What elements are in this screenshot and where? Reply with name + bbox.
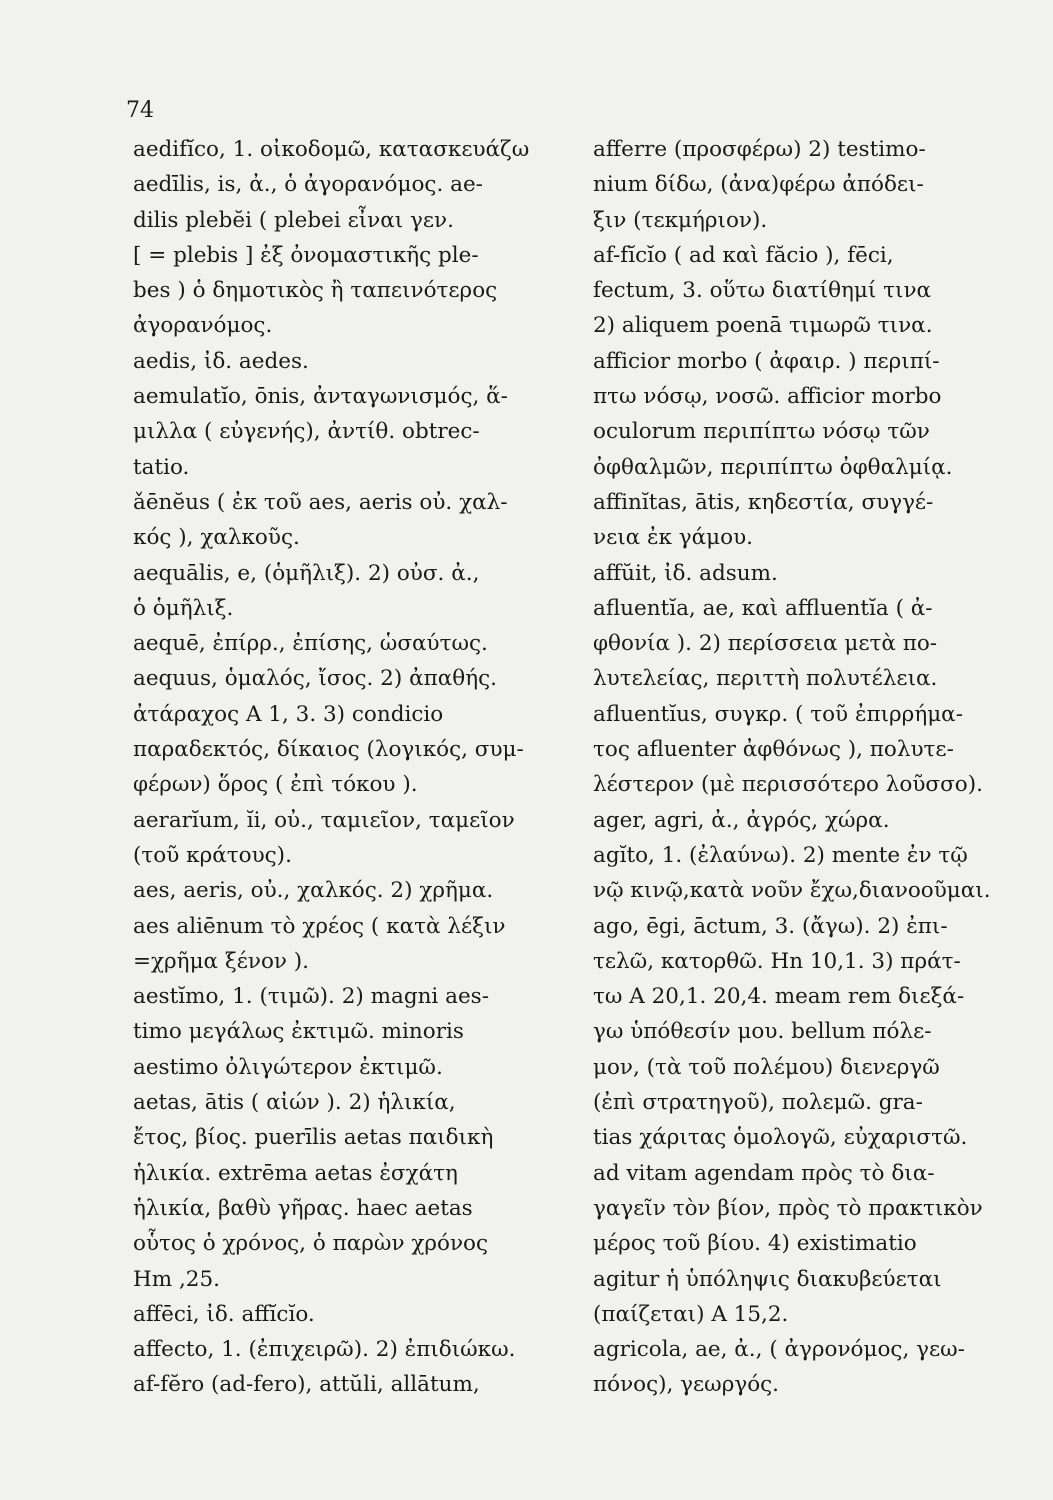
dictionary-line: afluentĭus, συγκρ. ( τοῦ ἐπιρρήμα- bbox=[593, 701, 963, 727]
left-column bbox=[133, 132, 573, 1403]
dictionary-line: aes, aeris, οὐ., χαλκός. 2) χρῆμα. bbox=[133, 878, 494, 904]
dictionary-line: οὗτος ὁ χρόνος, ὁ παρὼν χρόνος bbox=[133, 1231, 489, 1257]
dictionary-line: τελῶ, κατορθῶ. Hn 10,1. 3) πράτ- bbox=[593, 948, 961, 974]
dictionary-line: afficior morbo ( ἀφαιρ. ) περιπί- bbox=[593, 348, 940, 374]
dictionary-line: aemulatĭo, ōnis, ἀνταγωνισμός, ἅ- bbox=[133, 384, 508, 410]
dictionary-line: παραδεκτός, δίκαιος (λογικός, συμ- bbox=[133, 737, 524, 763]
dictionary-line: affecto, 1. (ἐπιχειρῶ). 2) ἐπιδιώκω. bbox=[133, 1337, 516, 1363]
dictionary-line: agricola, ae, ἀ., ( ἀγρονόμος, γεω- bbox=[593, 1337, 965, 1363]
dictionary-line: ἀγορανόμος. bbox=[133, 313, 273, 339]
dictionary-line: μέρος τοῦ βίου. 4) existimatio bbox=[593, 1231, 917, 1257]
dictionary-line: Hm ,25. bbox=[133, 1266, 220, 1292]
dictionary-line: 2) aliquem poenā τιμωρῶ τινα. bbox=[593, 313, 933, 339]
dictionary-line: τω A 20,1. 20,4. meam rem διεξά- bbox=[593, 984, 965, 1010]
dictionary-line: fectum, 3. οὕτω διατίθημί τινα bbox=[593, 278, 932, 304]
dictionary-line: πόνος), γεωργός. bbox=[593, 1372, 780, 1398]
dictionary-line: aerarĭum, ĭi, οὐ., ταμιεῖον, ταμεῖον bbox=[133, 807, 515, 833]
dictionary-line: affinĭtas, ātis, κηδεστία, συγγέ- bbox=[593, 489, 934, 515]
dictionary-line: ὀφθαλμῶν, περιπίπτω ὀφθαλμίᾳ. bbox=[593, 454, 953, 480]
dictionary-line: oculorum περιπίπτω νόσῳ τῶν bbox=[593, 419, 930, 445]
dictionary-line: afferre (προσφέρω) 2) testimo- bbox=[593, 137, 926, 162]
dictionary-line: (ἐπὶ στρατηγοῦ), πολεμῶ. gra- bbox=[593, 1090, 923, 1116]
dictionary-line: =χρῆμα ξένον ). bbox=[133, 948, 310, 974]
dictionary-line: affēci, ἰδ. affĭcĭo. bbox=[133, 1301, 315, 1327]
dictionary-line: aedīlis, is, ἀ., ὁ ἀγορανόμος. ae- bbox=[133, 172, 483, 198]
dictionary-line: timo μεγάλως ἐκτιμῶ. minoris bbox=[133, 1019, 464, 1045]
dictionary-line: νεια ἐκ γάμου. bbox=[593, 525, 753, 551]
dictionary-line: aes aliēnum τὸ χρέος ( κατὰ λέξιν bbox=[133, 913, 506, 939]
dictionary-line: ἡλικία, βαθὺ γῆρας. haec aetas bbox=[133, 1195, 473, 1221]
dictionary-line: (παίζεται) A 15,2. bbox=[593, 1301, 789, 1327]
dictionary-line: τος afluenter ἀφθόνως ), πολυτε- bbox=[593, 737, 954, 763]
dictionary-line: bes ) ὁ δημοτικὸς ἢ ταπεινότερος bbox=[133, 278, 498, 304]
dictionary-line: γαγεῖν τὸν βίον, πρὸς τὸ πρακτικὸν bbox=[593, 1195, 983, 1221]
dictionary-line: aequus, ὁμαλός, ἴσος. 2) ἀπαθής. bbox=[133, 666, 497, 692]
dictionary-line: aedis, ἰδ. aedes. bbox=[133, 348, 309, 374]
dictionary-line: ἡλικία. extrēma aetas ἐσχάτη bbox=[133, 1160, 458, 1186]
dictionary-line: af-fĕro (ad-fero), attŭli, allātum, bbox=[133, 1372, 480, 1398]
dictionary-line: aetas, ātis ( αἰών ). 2) ἡλικία, bbox=[133, 1090, 456, 1116]
dictionary-line: νῷ κινῷ,κατὰ νοῦν ἔχω,διανοοῦμαι. bbox=[593, 878, 991, 904]
dictionary-line: μιλλα ( εὐγενής), ἀντίθ. obtrec- bbox=[133, 419, 480, 445]
right-column bbox=[593, 132, 1033, 1403]
dictionary-line: ξιν (τεκμήριον). bbox=[593, 207, 768, 233]
dictionary-line: aestimo ὀλιγώτερον ἐκτιμῶ. bbox=[133, 1054, 443, 1080]
dictionary-line: nium δίδω, (ἀνα)φέρω ἀπόδει- bbox=[593, 172, 924, 198]
dictionary-line: ǎēnĕus ( ἐκ τοῦ aes, aeris οὐ. χαλ- bbox=[133, 489, 508, 515]
dictionary-line: dilis plebĕi ( plebei εἶναι γεν. bbox=[133, 207, 454, 233]
dictionary-line: φέρων) ὅρος ( ἐπὶ τόκου ). bbox=[133, 772, 418, 798]
dictionary-line: aequālis, e, (ὁμῆλιξ). 2) οὐσ. ἀ., bbox=[133, 560, 480, 586]
dictionary-line: λέστερον (μὲ περισσότερο λοῦσσο). bbox=[593, 772, 983, 798]
dictionary-line: (τοῦ κράτους). bbox=[133, 842, 292, 868]
dictionary-line: ad vitam agendam πρὸς τὸ δια- bbox=[593, 1160, 935, 1186]
dictionary-line: γω ὑπόθεσίν μου. bellum πόλε- bbox=[593, 1019, 932, 1045]
dictionary-line: aequē, ἐπίρρ., ἐπίσης, ὡσαύτως. bbox=[133, 631, 488, 657]
dictionary-line: ἔτος, βίος. puerīlis aetas παιδικὴ bbox=[133, 1125, 494, 1151]
dictionary-line: tatio. bbox=[133, 454, 190, 480]
dictionary-line: μον, (τὰ τοῦ πολέμου) διενεργῶ bbox=[593, 1054, 940, 1080]
page-number: 74 bbox=[126, 98, 154, 123]
dictionary-line: tias χάριτας ὁμολογῶ, εὐχαριστῶ. bbox=[593, 1125, 968, 1151]
dictionary-line: φθονία ). 2) περίσσεια μετὰ πο- bbox=[593, 631, 938, 657]
dictionary-line: πτω νόσῳ, νοσῶ. afficior morbo bbox=[593, 384, 942, 410]
dictionary-line: aedifĭco, 1. οἰκοδομῶ, κατασκευάζω bbox=[133, 137, 530, 162]
dictionary-line: afluentĭa, ae, καὶ affluentĭa ( ἀ- bbox=[593, 595, 933, 621]
dictionary-line: ἀτάραχος A 1, 3. 3) condicio bbox=[133, 701, 444, 727]
dictionary-line: [ = plebis ] ἐξ ὀνομαστικῆς ple- bbox=[133, 242, 479, 268]
dictionary-line: κός ), χαλκοῦς. bbox=[133, 525, 300, 551]
dictionary-line: ago, ēgi, āctum, 3. (ἄγω). 2) ἐπι- bbox=[593, 913, 948, 939]
dictionary-line: aestĭmo, 1. (τιμῶ). 2) magni aes- bbox=[133, 984, 489, 1010]
dictionary-line: agĭto, 1. (ἐλαύνω). 2) mente ἐν τῷ bbox=[593, 842, 968, 868]
dictionary-line: affŭit, ἰδ. adsum. bbox=[593, 560, 778, 586]
dictionary-line: agitur ἡ ὑπόληψις διακυβεύεται bbox=[593, 1266, 942, 1292]
dictionary-line: af-fĭcĭo ( ad καὶ făcio ), fēci, bbox=[593, 242, 894, 268]
dictionary-line: ager, agri, ἀ., ἀγρός, χώρα. bbox=[593, 807, 890, 833]
dictionary-line: λυτελείας, περιττὴ πολυτέλεια. bbox=[593, 666, 938, 692]
dictionary-line: ὁ ὁμῆλιξ. bbox=[133, 595, 234, 621]
